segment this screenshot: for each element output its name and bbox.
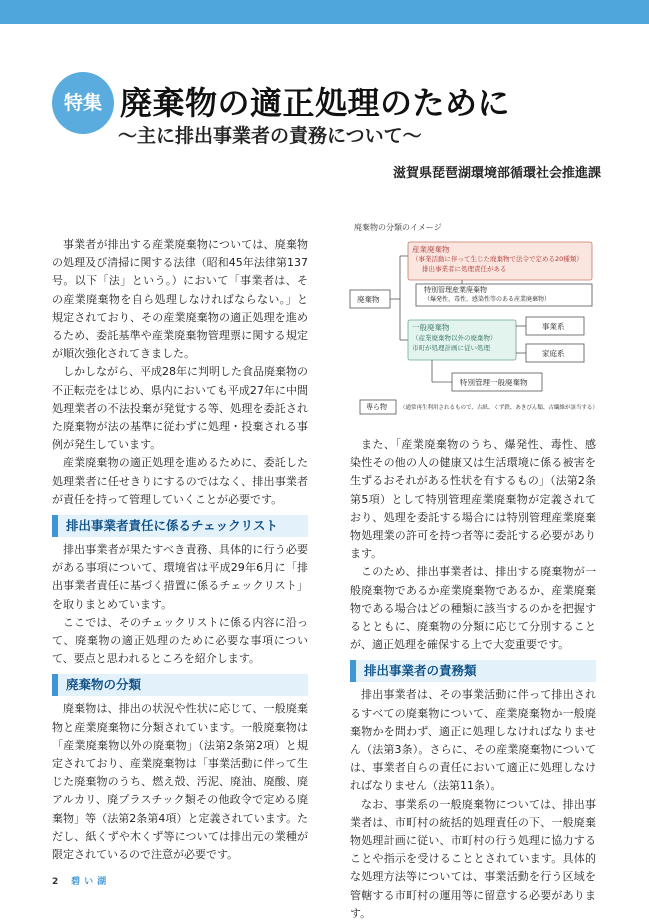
- diagram-exclusive-label: 専ら物: [366, 403, 387, 411]
- magazine-name: 碧い湖: [71, 877, 111, 887]
- author-department: 滋賀県琵琶湖環境部循環社会推進課: [392, 166, 601, 181]
- page-number: 2: [52, 877, 59, 887]
- page-title: 廃棄物の適正処理のために: [120, 84, 511, 122]
- page-subtitle: 〜主に排出事業者の責務について〜: [118, 125, 422, 147]
- body-paragraph: このため、排出事業者は、排出する廃棄物が一般廃棄物であるか産業廃棄物であるか、産業廃棄物である場合はどの種類に該当するのかを把握するとともに、廃棄物の分類に応じて分別することが、適正処理を確保する上で大変重要です。: [350, 565, 596, 652]
- left-column: [52, 236, 308, 864]
- body-paragraph: 産業廃棄物の適正処理を進めるために、委託した処理業者に任せきりにするのではなく、排出事業者が責任を持って管理していくことが必要です。: [52, 456, 308, 506]
- body-paragraph: また、「産業廃棄物のうち、爆発性、毒性、感染性その他の人の健康又は生活環境に係る被害を生ずるおそれがある性状を有するもの」（法第2条第5項）として特別管理産業廃棄物が定義されており、処理を委託する場合には特別管理産業廃棄物処理業の許可を持つ者等に委託する必要があります。: [350, 438, 596, 561]
- diagram-business-label: 事業系: [542, 322, 565, 331]
- body-paragraph: 排出事業者は、その事業活動に伴って排出されるすべての廃棄物について、産業廃棄物か一般廃棄物かを問わず、適正に処理しなければなりません（法第3条）。さらに、その産業廃棄物については、事業者自らの責任において適正に処理しなければなりません（法第11条）。: [350, 688, 596, 793]
- feature-badge: 特集: [52, 72, 114, 134]
- diagram-exclusive-note: （通常再生利用されるもので、古紙、くず鉄、あきびん類、古繊維が該当する）: [400, 405, 598, 411]
- diagram-general-sub2: 市町が処理計画に従い処理: [412, 344, 490, 352]
- diagram-industrial-label: 産業廃棄物: [412, 245, 450, 254]
- diagram-special-general-label: 特別管理一般廃棄物: [460, 378, 528, 387]
- right-column: [350, 436, 596, 923]
- body-paragraph: 事業者が排出する産業廃棄物については、廃棄物の処理及び清掃に関する法律（昭和45年法律第137号。以下「法」という。）において「事業者は、その産業廃棄物を自ら処理しなければならない。」と規定されており、その産業廃棄物の適正処理を進めるため、委託基準や産業廃棄物管理票に関する規定が順次強化されてきました。: [52, 238, 308, 361]
- diagram-general-label: 一般廃棄物: [412, 323, 450, 332]
- section-heading-duties: [350, 660, 596, 682]
- page-footer: [52, 874, 110, 887]
- diagram-title: 廃棄物の分類のイメージ: [354, 223, 442, 232]
- body-paragraph: 廃棄物は、排出の状況や性状に応じて、一般廃棄物と産業廃棄物に分類されています。一般廃棄物は「産業廃棄物以外の廃棄物」（法第2条第2項）と規定されており、産業廃棄物は「事業活動に伴って生じた廃棄物のうち、燃え殻、汚泥、廃油、廃酸、廃アルカリ、廃プラスチック類その他政令で定める廃棄物」等（法第2条第4項）と定義されています。ただし、紙くずや木くず等については排出元の業種が限定されているので注意が必要です。: [52, 702, 308, 862]
- body-paragraph: なお、事業系の一般廃棄物については、排出事業者は、市町村の統括的処理責任の下、一般廃棄物処理計画に従い、市町村の行う処理に協力することや指示を受けることとされています。具体的な処理方法等については、事業活動を行う区域を管轄する市町村の運用等に留意する必要があります。: [350, 797, 596, 920]
- section-heading-text: 排出事業者責任に係るチェックリスト: [66, 517, 278, 533]
- diagram-general-sub1: （産業廃棄物以外の廃棄物）: [412, 334, 497, 342]
- diagram-industrial-sub2: 排出事業者に処理責任がある: [422, 265, 507, 273]
- diagram-special-industrial-label: 特別管理産業廃棄物: [424, 286, 487, 294]
- diagram-root-label: 廃棄物: [357, 295, 380, 304]
- section-heading-classification: [52, 674, 308, 696]
- top-color-bar: [0, 0, 649, 24]
- section-heading-text: 廃棄物の分類: [66, 677, 142, 693]
- body-paragraph: 排出事業者が果たすべき責務、具体的に行う必要がある事項について、環境省は平成29年6月に「排出事業者責任に基づく措置に係るチェックリスト」を取りまとめています。: [52, 543, 308, 611]
- diagram-household-label: 家庭系: [542, 349, 565, 358]
- section-heading-checklist: [52, 515, 308, 537]
- waste-classification-diagram: [342, 212, 602, 422]
- diagram-special-industrial-sub: （爆発性、毒性、感染性等のある産業廃棄物）: [424, 296, 551, 303]
- body-paragraph: ここでは、そのチェックリストに係る内容に沿って、廃棄物の適正処理のために必要な事項について、要点と思われるところを紹介します。: [52, 615, 308, 666]
- body-paragraph: しかしながら、平成28年に判明した食品廃棄物の不正転売をはじめ、県内においても平成27年に中間処理業者の不法投棄が発覚する等、処理を委託された廃棄物が法の基準に従わずに処理・投棄される事例が発生しています。: [52, 365, 308, 452]
- diagram-industrial-sub1: （事業活動に伴って生じた廃棄物で法令で定める20種類）: [412, 255, 583, 263]
- diagram-lines: [342, 212, 602, 422]
- section-heading-text: 排出事業者の責務類: [364, 663, 477, 679]
